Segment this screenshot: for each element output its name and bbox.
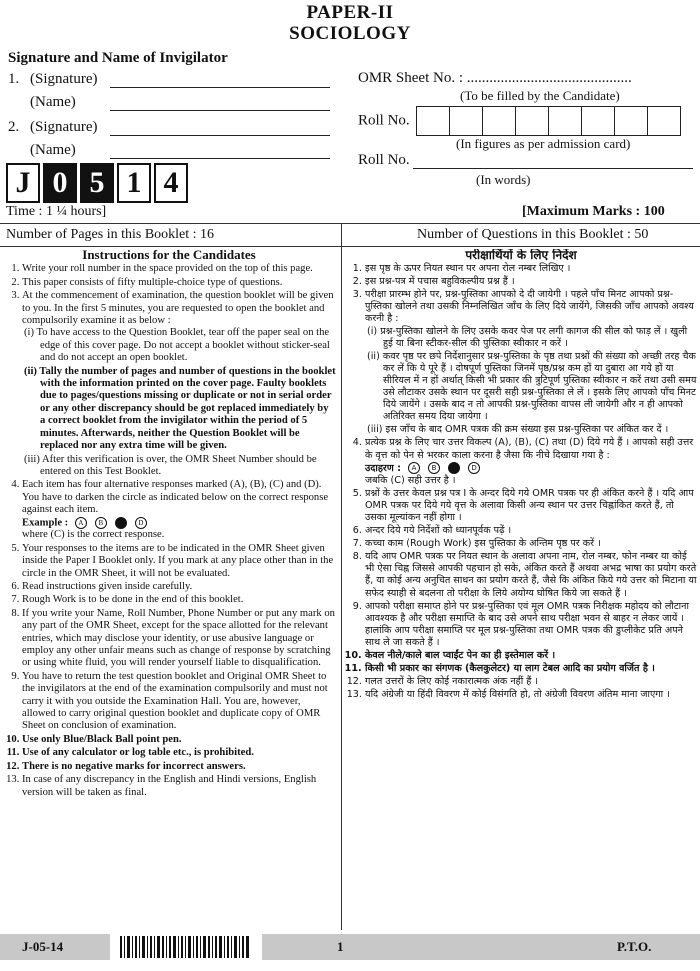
hindi-item: 12. गलत उत्तरों के लिए कोई नकारात्मक अंक नहीं हैं ।	[365, 676, 697, 688]
roll-words-line[interactable]	[413, 154, 693, 169]
paper-title: PAPER-II	[306, 2, 394, 23]
instruction-text: At the commencement of examination, the question booklet will be given to you. In the first 5 minutes, you are requested to open the booklet and compulsorily examine it as below :	[22, 290, 334, 327]
hindi-item: 10. केवल नीले/काले बाल प्वाईंट पेन का ही इस्तेमाल करें ।	[365, 650, 697, 662]
row-label: (Name)	[30, 94, 76, 110]
hindi-sub	[367, 350, 697, 424]
code-char: 0	[43, 163, 77, 203]
hindi-item: 8. यदि आप OMR पत्रक पर नियत स्थान के अलावा अपना नाम, रोल नम्बर, फोन नम्बर या कोई भी ऐसा चिह्न जिससे आपकी पहचान हो सके, अंकित करते हैं अथवा अभद्र भाषा का प्रयोग करते हैं, या कोई अन्य अनुचित साधन का प्रयोग करते हैं, जैसे कि अंकित किये गये उत्तर को मिटाना या सफेद स्याही से बदलना तो परीक्षा के लिये अयोग्य घोषित किये जा सकते हैं ।	[365, 551, 697, 599]
hindi-title: परीक्षार्थियों के लिए निर्देश	[465, 249, 577, 262]
row-label: (Name)	[30, 142, 76, 158]
row-number: 1.	[8, 71, 20, 87]
hindi-item: 2. इस प्रश्न-पत्र में पचास बहुविकल्पीय प्रश्न हैं ।	[365, 276, 697, 288]
hindi-item: 13. यदि अंग्रेजी या हिंदी विवरण में कोई विसंगति हो, तो अंग्रेजी विवरण अंतिम माना जाएगा ।	[365, 689, 697, 701]
roll-digit-box[interactable]	[515, 106, 549, 136]
bubble-b: B	[428, 462, 440, 474]
hindi-text: प्रत्येक प्रश्न के लिए चार उत्तर विकल्प (A), (B), (C) तथा (D) दिये गये हैं । आपको सही उत्तर के वृत्त को पेन से भरकर काला करना है जैसा कि नीचे दिखाया गया है :	[365, 437, 694, 461]
omr-sheet-label: OMR Sheet No. : ............................................	[358, 70, 632, 86]
hindi-item: 7. कच्चा काम (Rough Work) इस पुस्तिका के अन्तिम पृष्ठ पर करें ।	[365, 538, 697, 550]
sub-num: (i)	[24, 327, 34, 339]
sub-text: Tally the number of pages and number of questions in the booklet with the information printed on the cover page. Faulty booklets due to pages/questions missing or duplicate or not in serial order or any other discrepancy should be got replaced immediately by a correct booklet from the invigilator within the period of 5 minutes. Afterwards, neither the Question Booklet will be replaced nor any extra time will be given.	[39, 365, 336, 452]
code-char: 1	[117, 163, 151, 203]
hindi-sub	[367, 325, 697, 350]
hindi-example-note: जबकि (C) सही उत्तर है ।	[365, 474, 456, 486]
example-note: where (C) is the correct response.	[22, 529, 165, 541]
sub-num: (i)	[367, 325, 378, 337]
barcode-icon	[120, 936, 250, 958]
footer-code: J-05-14	[22, 939, 64, 954]
time-label: Time : 1 ¼ hours]	[6, 204, 107, 219]
pto-label: P.T.O.	[617, 939, 652, 954]
instruction-item: 8. If you write your Name, Roll Number, Phone Number or put any mark on any part of the OMR Sheet, except for the space allotted for the relevant entries, which may disclose your identity, or use abusive language or employ any other unfair means such as change of response by scratching or using white fluid, you will render yourself liable to disqualification.	[22, 608, 336, 670]
signature-line[interactable]	[110, 73, 330, 88]
roll-digit-box[interactable]	[416, 106, 450, 136]
name-line[interactable]	[110, 96, 330, 111]
omr-note: (To be filled by the Candidate)	[460, 88, 620, 103]
invigilator-row	[8, 71, 330, 88]
bubble-a: A	[408, 462, 420, 474]
questions-count: Number of Questions in this Booklet : 50	[417, 227, 649, 242]
hindi-item: 6. अन्दर दिये गये निर्देशों को ध्यानपूर्वक पढ़ें ।	[365, 525, 697, 537]
roll-note: (In figures as per admission card)	[456, 136, 631, 151]
instruction-item: 6. Read instructions given inside carefully.	[22, 581, 336, 593]
hindi-instructions	[345, 249, 697, 931]
sub-instruction	[24, 327, 336, 364]
subject-title: SOCIOLOGY	[289, 23, 411, 44]
sub-text: To have access to the Question Booklet, tear off the paper seal on the edge of this cover page. Do not accept a booklet without sticker-seal and do not accept an open booklet.	[36, 327, 330, 364]
code-char: J	[6, 163, 40, 203]
sub-instruction	[24, 365, 336, 453]
bubble-d: D	[135, 517, 147, 529]
sub-text: इस जाँच के बाद OMR पत्रक की क्रम संख्या इस प्रश्न-पुस्तिका पर अंकित कर दें ।	[385, 424, 669, 436]
sub-text: After this verification is over, the OMR Sheet Number should be entered on this Test Booklet.	[40, 453, 317, 477]
roll-digit-box[interactable]	[581, 106, 615, 136]
sub-num: (ii)	[367, 350, 380, 362]
roll-digit-box[interactable]	[647, 106, 681, 136]
roll-number-figures	[358, 106, 681, 136]
roll-digit-box[interactable]	[614, 106, 648, 136]
hindi-item: 5. प्रश्नों के उत्तर केवल प्रश्न पत्र I के अन्दर दिये गये OMR पत्रक पर ही अंकित करने हैं । यदि आप OMR पत्रक पर दिये गये वृत्त के अलावा किसी अन्य स्थान पर उत्तर चिह्नांकित करते हैं, तो उसका मूल्यांकन नहीं होगा ।	[365, 488, 697, 524]
hindi-text: परीक्षा प्रारम्भ होने पर, प्रश्न-पुस्तिका आपको दे दी जायेगी । पहले पाँच मिनट आपको प्रश्न-पुस्तिका खोलने तथा उसकी निम्नलिखित जाँच के लिए दिये जायेंगे, जिसकी जाँच आपको अवश्य करनी है :	[365, 289, 694, 325]
pages-count: Number of Pages in this Booklet : 16	[6, 227, 215, 242]
max-marks-label: [Maximum Marks : 100	[522, 204, 665, 219]
sub-text: कवर पृष्ठ पर छपे निर्देशानुसार प्रश्न-पुस्तिका के पृष्ठ तथा प्रश्नों की संख्या को अच्छी तरह चैक कर लें कि ये पूरे हैं । दोषपूर्ण पुस्तिका जिनमें पृष्ठ/प्रश्न कम हों या दुबारा आ गये हों या सीरियल में न हों अर्थात् किसी भी प्रकार की त्रुटिपूर्ण पुस्तिका स्वीकार न करें तथा उसी समय उसे लौटाकर उसके स्थान पर दूसरी सही प्रश्न-पुस्तिका ले लें । इसके लिए आपको पाँच मिनट दिये जायेंगे । उसके बाद न तो आपकी प्रश्न-पुस्तिका वापस ली जायेगी और न ही आपको अतिरिक्त समय दिया जायेगा ।	[382, 350, 697, 423]
sub-num: (iii)	[24, 453, 40, 465]
signature-line[interactable]	[110, 121, 330, 136]
sub-num: (iii)	[367, 424, 383, 436]
hindi-item	[365, 437, 697, 486]
invigilator-row	[8, 119, 330, 136]
invigilator-heading: Signature and Name of Invigilator	[8, 50, 228, 66]
roll-digit-box[interactable]	[548, 106, 582, 136]
roll-words-label: Roll No.	[358, 152, 410, 168]
instruction-item: 5. Your responses to the items are to be indicated in the OMR Sheet given inside the Paper I Booklet only. If you mark at any place other than in the circle in the OMR Sheet, it will not be evaluated.	[22, 543, 336, 580]
hindi-item: 9. आपको परीक्षा समाप्त होने पर प्रश्न-पुस्तिका एवं मूल OMR पत्रक निरीक्षक महोदय को लौटाना आवश्यक है और परीक्षा समाप्ति के बाद उसे अपने साथ परीक्षा भवन से बाहर न लेकर जायें । हालांकि आप परीक्षा समाप्ति पर मूल प्रश्न-पुस्तिका तथा OMR पत्रक की डुप्लीकेट प्रति अपने साथ ले जा सकते हैं ।	[365, 601, 697, 649]
hindi-example-label: उदाहरण :	[365, 462, 401, 474]
page-number: 1	[337, 939, 344, 954]
instruction-item: 12. There is no negative marks for incorrect answers.	[22, 761, 336, 773]
bubble-d: D	[468, 462, 480, 474]
roll-words-note: (In words)	[476, 172, 531, 187]
roll-number-words	[358, 152, 693, 169]
code-char: 4	[154, 163, 188, 203]
row-label: (Signature)	[30, 71, 98, 87]
sub-num: (ii)	[24, 365, 37, 377]
instruction-text: Each item has four alternative responses marked (A), (B), (C) and (D). You have to darken the circle as indicated below on the correct response against each item.	[22, 479, 329, 516]
roll-label: Roll No.	[358, 112, 410, 129]
bubble-a: A	[75, 517, 87, 529]
bubble-c-filled	[115, 517, 127, 529]
hindi-item: 11. किसी भी प्रकार का संगणक (कैलकुलेटर) या लाग टेबल आदि का प्रयोग वर्जित है ।	[365, 663, 697, 675]
invigilator-row	[8, 142, 330, 159]
hindi-item	[365, 289, 697, 436]
bubble-c-filled	[448, 462, 460, 474]
name-line[interactable]	[110, 144, 330, 159]
hindi-sub	[367, 424, 697, 436]
column-divider	[341, 223, 342, 930]
instruction-item: 11. Use of any calculator or log table etc., is prohibited.	[22, 747, 336, 759]
example-label: Example :	[22, 516, 69, 528]
hindi-item: 1. इस पृष्ठ के ऊपर नियत स्थान पर अपना रोल नम्बर लिखिए ।	[365, 263, 697, 275]
footer	[0, 934, 700, 960]
instruction-item: 13. In case of any discrepancy in the English and Hindi versions, English version will be taken as final.	[22, 774, 336, 799]
invigilator-row	[8, 94, 330, 111]
english-instructions	[2, 249, 336, 931]
instruction-item: 10. Use only Blue/Black Ball point pen.	[22, 734, 336, 746]
divider	[0, 246, 700, 247]
roll-digit-box[interactable]	[482, 106, 516, 136]
row-label: (Signature)	[30, 119, 98, 135]
row-number: 2.	[8, 119, 20, 135]
booklet-code	[6, 163, 191, 203]
instruction-item: 9. You have to return the test question booklet and Original OMR Sheet to the invigilators at the end of the examination compulsorily and must not carry it with you outside the Examination Hall. You are, however, allowed to carry original question booklet and duplicate copy of OMR Sheet on conclusion of examination.	[22, 671, 336, 733]
sub-text: प्रश्न-पुस्तिका खोलने के लिए उसके कवर पेज पर लगी कागज की सील को फाड़ लें । खुली हुई या बिना स्टीकर-सील की पुस्तिका स्वीकार न करें ।	[380, 325, 688, 349]
instruction-item	[22, 290, 336, 478]
divider	[0, 223, 700, 224]
bubble-b: B	[95, 517, 107, 529]
instruction-item: 7. Rough Work is to be done in the end of this booklet.	[22, 594, 336, 606]
instruction-item: 2. This paper consists of fifty multiple-choice type of questions.	[22, 277, 336, 289]
roll-digit-box[interactable]	[449, 106, 483, 136]
instruction-item: 1. Write your roll number in the space provided on the top of this page.	[22, 263, 336, 275]
instruction-item	[22, 479, 336, 541]
code-char: 5	[80, 163, 114, 203]
instructions-title: Instructions for the Candidates	[82, 249, 256, 262]
sub-instruction	[24, 453, 336, 479]
